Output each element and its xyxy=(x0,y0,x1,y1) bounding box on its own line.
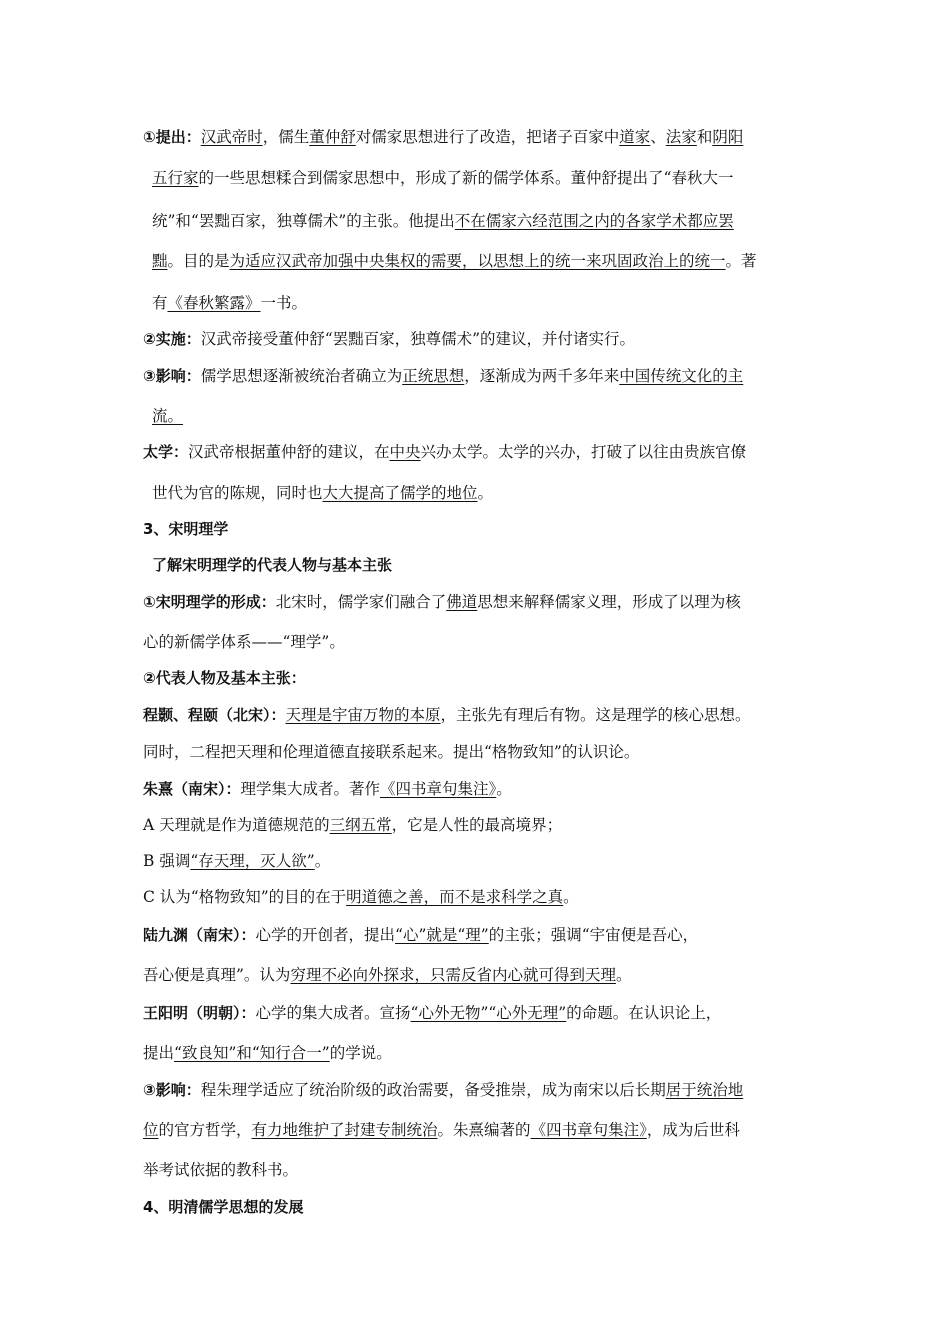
paragraph-line xyxy=(143,591,741,613)
underlined-term: “致良知”和“知行合一” xyxy=(174,1044,330,1062)
person-label: 陆九渊（南宋）： xyxy=(143,926,256,944)
text: C 认为“格物致知”的目的在于 xyxy=(143,888,347,906)
underlined-term: 《四书章句集注》 xyxy=(380,780,497,798)
underlined-term: 《春秋繁露》 xyxy=(167,294,261,312)
underlined-term: 天理是宇宙万物的本原 xyxy=(285,706,441,724)
section-heading: 3、宋明理学 xyxy=(143,520,229,538)
underlined-term: 《四书章句集注》 xyxy=(530,1121,647,1139)
text: 理学集大成者。著作 xyxy=(240,780,381,798)
underlined-term: 法家 xyxy=(665,128,697,146)
paragraph-line xyxy=(143,886,579,908)
text: ，主张先有理后有物。这是理学的核心思想。 xyxy=(440,706,751,724)
paragraph-line xyxy=(143,814,562,836)
section-label: ②实施： xyxy=(143,330,201,348)
section-label: ③影响： xyxy=(143,367,201,385)
paragraph-line xyxy=(143,924,698,946)
text: 提出 xyxy=(143,1044,175,1062)
paragraph-line xyxy=(152,210,734,232)
paragraph-line xyxy=(143,1159,298,1181)
text: 。 xyxy=(477,484,494,502)
person-label: 程颢、程颐（北宋）： xyxy=(143,706,286,724)
text: 北宋时，儒学家们融合了 xyxy=(275,593,447,611)
text: 。 xyxy=(496,780,512,798)
underlined-term: “心外无物”“心外无理” xyxy=(410,1004,567,1022)
text: 的命题。在认识论上， xyxy=(566,1004,722,1022)
text: 。 xyxy=(314,852,331,870)
underlined-term: 居于统治地 xyxy=(665,1081,744,1099)
section-subheading: 了解宋明理学的代表人物与基本主张 xyxy=(152,556,393,574)
paragraph-line xyxy=(143,1079,743,1101)
paragraph-line xyxy=(143,741,639,763)
text: 。目的是 xyxy=(167,252,230,270)
underlined-term: “心”就是“理” xyxy=(395,926,489,944)
underlined-term: 三纲五常 xyxy=(329,816,392,834)
paragraph-line xyxy=(143,1002,721,1024)
person-label: 朱熹（南宋）： xyxy=(143,780,241,798)
underlined-term: 位 xyxy=(143,1121,159,1139)
underlined-term: 道家 xyxy=(619,128,651,146)
section-label: ③影响： xyxy=(143,1081,201,1099)
underlined-term: 阴阳 xyxy=(712,128,744,146)
text: 儒学思想逐渐被统治者确立为 xyxy=(200,367,403,385)
text: 汉武帝接受董仲舒“罢黜百家，独尊儒术”的建议，并付诸实行。 xyxy=(200,330,636,348)
text: 的学说。 xyxy=(329,1044,392,1062)
paragraph-line xyxy=(143,667,306,689)
text: A 天理就是作为道德规范的 xyxy=(143,816,330,834)
paragraph-line xyxy=(152,250,757,272)
underlined-term: 明道德之善，而不是求科学之真 xyxy=(346,888,564,906)
underlined-term: 流。 xyxy=(152,407,184,425)
section-heading: 4、明清儒学思想的发展 xyxy=(143,1198,304,1216)
text: 统”和“罢黜百家，独尊儒术”的主张。他提出 xyxy=(152,212,455,230)
paragraph-line xyxy=(143,964,631,986)
text: ，逐渐成为两千多年来 xyxy=(464,367,620,385)
text: ，它是人性的最高境界； xyxy=(391,816,563,834)
paragraph-line xyxy=(143,1119,740,1141)
paragraph-line xyxy=(152,482,493,504)
underlined-term: 佛道 xyxy=(446,593,478,611)
underlined-term: 穷理不必向外探求，只需反省内心就可得到天理 xyxy=(290,966,616,984)
underlined-term: 黜 xyxy=(152,252,168,270)
underlined-term: 有力地维护了封建专制统治 xyxy=(251,1121,438,1139)
text: 、 xyxy=(650,128,666,146)
text: 兴办太学。太学的兴办，打破了以往由贵族官僚 xyxy=(420,443,747,461)
person-label: 王阳明（明朝）： xyxy=(143,1004,256,1022)
text: 的官方哲学， xyxy=(158,1121,252,1139)
text: 同时，二程把天理和伦理道德直接联系起来。提出“格物致知”的认识论。 xyxy=(143,743,640,761)
paragraph-line xyxy=(143,631,345,653)
text: 吾心便是真理”。认为 xyxy=(143,966,291,984)
text: 。著 xyxy=(725,252,757,270)
text: 思想来解释儒家义理，形成了以理为核 xyxy=(477,593,741,611)
section-label: ②代表人物及基本主张： xyxy=(143,669,306,687)
underlined-term: 中央 xyxy=(389,443,421,461)
paragraph-line xyxy=(143,704,751,726)
text: 心学的开创者，提出 xyxy=(255,926,396,944)
paragraph-line xyxy=(143,328,635,350)
paragraph-line xyxy=(143,1042,392,1064)
paragraph-line xyxy=(152,292,307,314)
underlined-term: 正统思想 xyxy=(402,367,465,385)
text: ，成为后世科 xyxy=(646,1121,740,1139)
underlined-term: 汉武帝时 xyxy=(200,128,263,146)
text: 。 xyxy=(615,966,632,984)
section-label: ①宋明理学的形成： xyxy=(143,593,276,611)
text: 心的新儒学体系——“理学”。 xyxy=(143,633,345,651)
text: 。朱熹编著的 xyxy=(437,1121,531,1139)
underlined-term: 五行家 xyxy=(152,169,199,187)
text: 程朱理学适应了统治阶级的政治需要，备受推崇，成为南宋以后长期 xyxy=(200,1081,666,1099)
underlined-term: “存天理，灭人欲” xyxy=(190,852,315,870)
paragraph-line xyxy=(152,405,183,427)
underlined-term: 大大提高了儒学的地位 xyxy=(322,484,478,502)
paragraph-line xyxy=(143,850,330,872)
section-label: 太学： xyxy=(143,443,189,461)
text: B 强调 xyxy=(143,852,191,870)
text: 举考试依据的教科书。 xyxy=(143,1161,299,1179)
text: 有 xyxy=(152,294,168,312)
paragraph-line xyxy=(143,441,746,463)
text: 一书。 xyxy=(260,294,308,312)
text: 。 xyxy=(563,888,579,906)
paragraph-line xyxy=(143,365,743,387)
paragraph-line xyxy=(143,126,743,148)
paragraph-line xyxy=(152,167,733,189)
text: ，儒生 xyxy=(262,128,310,146)
text: 心学的集大成者。宣扬 xyxy=(255,1004,411,1022)
section-label: ①提出： xyxy=(143,128,201,146)
text: 汉武帝根据董仲舒的建议，在 xyxy=(188,443,390,461)
text: 的主张；强调“宇宙便是吾心， xyxy=(488,926,699,944)
underlined-term: 为适应汉武帝加强中央集权的需要，以思想上的统一来巩固政治上的统一 xyxy=(229,252,726,270)
text: 的一些思想糅合到儒家思想中，形成了新的儒学体系。董仲舒提出了“春秋大一 xyxy=(198,169,734,187)
underlined-term: 不在儒家六经范围之内的各家学术都应罢 xyxy=(454,212,734,230)
underlined-term: 董仲舒 xyxy=(309,128,356,146)
text: 世代为官的陈规，同时也 xyxy=(152,484,323,502)
text: 对儒家思想进行了改造，把诸子百家中 xyxy=(355,128,620,146)
paragraph-line xyxy=(143,778,512,800)
text: 和 xyxy=(696,128,713,146)
underlined-term: 中国传统文化的主 xyxy=(619,367,744,385)
